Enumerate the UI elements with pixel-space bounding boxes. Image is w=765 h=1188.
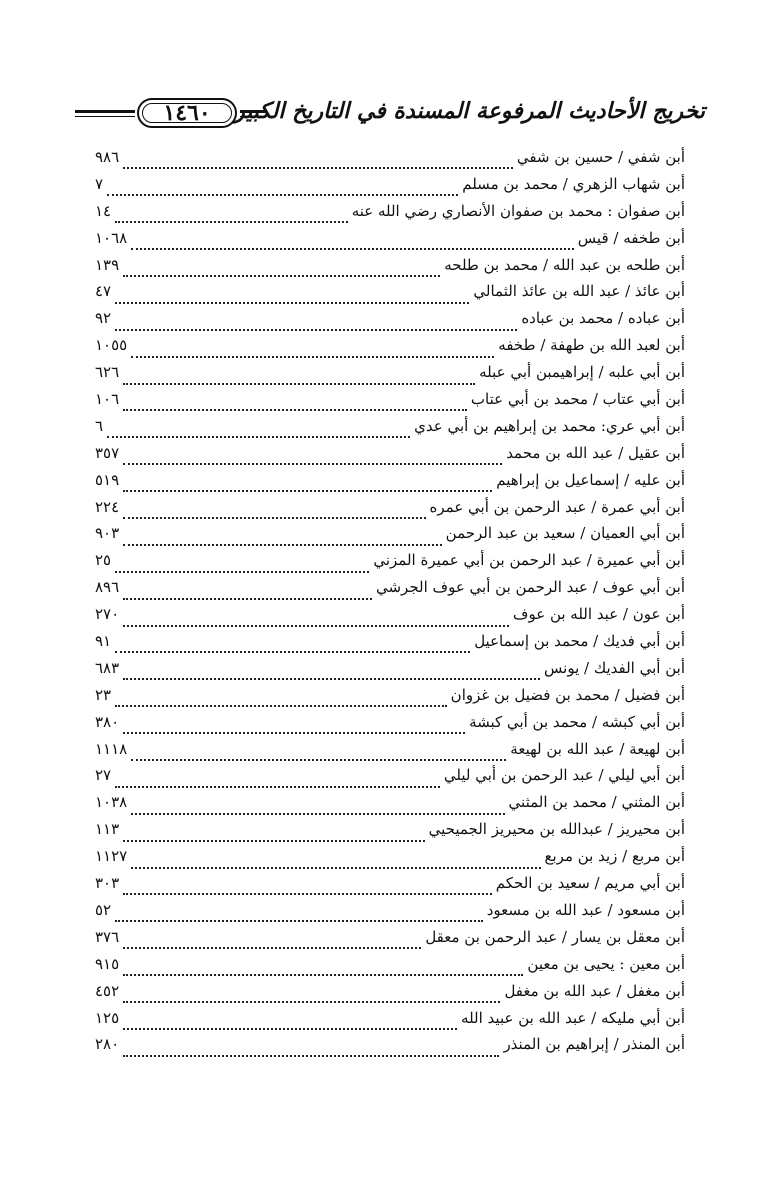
entry-page-number: ١٠٣٨ [95,793,128,812]
entry-page-number: ٤٧ [95,282,112,301]
entry-page-number: ٩٨٦ [95,148,120,166]
leader-dots [123,511,425,519]
entry-page-number: ٨٩٦ [95,578,120,597]
leader-dots [123,968,523,976]
leader-dots [115,215,348,223]
entry-page-number: ٦٨٣ [95,658,120,677]
leader-dots [131,807,504,815]
entry-name: أبن أبي عتاب / محمد بن أبي عتاب [470,390,685,409]
entry-name: أبن مربع / زيد بن مربع [544,847,685,866]
leader-dots [123,834,424,842]
entry-name: أبن مغفل / عبد الله بن مغفل [504,981,685,1000]
entry-page-number: ٩١٥ [95,954,120,973]
header-rule [75,116,135,117]
entry-page-number: ١٠٦٨ [95,228,128,247]
leader-dots [115,914,483,922]
leader-dots [107,188,458,196]
leader-dots [131,753,506,761]
index-entry [95,148,685,175]
entry-page-number: ٩٠٣ [95,524,120,543]
entry-name: أبن أبي فديك / محمد بن إسماعيل [474,632,685,651]
entry-name: أبن أبي الفديك / يونس [544,658,685,677]
entry-page-number: ٢٥ [95,551,112,570]
entry-name: أبن محيريز / عبدالله بن محيريز الجميحيي [428,820,685,839]
index-entry [95,847,685,874]
entry-page-number: ٢٢٤ [95,497,120,516]
leader-dots [123,887,492,895]
index-entry [95,874,685,901]
entry-name: أبن فضيل / محمد بن فضيل بن غزوان [450,685,685,704]
index-entry [95,578,685,605]
header-rule [240,110,265,113]
entry-page-number: ١٣٩ [95,255,120,274]
leader-dots [123,538,442,546]
entry-name: أبن أبي عري: محمد بن إبراهيم بن أبي عدي [414,416,685,435]
entry-name: أبن شفي / حسين بن شفي [516,148,685,166]
leader-dots [123,1022,457,1030]
leader-dots [131,242,574,250]
index-entry [95,793,685,820]
leader-dots [107,430,410,438]
index-entry [95,820,685,847]
leader-dots [123,377,475,385]
entry-page-number: ٧ [95,174,104,193]
entry-name: أبن عائذ / عبد الله بن عائذ الثمالي [473,282,685,301]
entry-name: أبن أبي عمرة / عبد الرحمن بن أبي عمره [429,497,685,516]
entry-page-number: ٥٢ [95,900,112,919]
index-entry [95,686,685,713]
entry-name: أبن طلحه بن عبد الله / محمد بن طلحه [444,255,685,274]
index-entry [95,740,685,767]
entry-name: أبن شهاب الزهري / محمد بن مسلم [462,174,685,193]
entry-name: أبن أبي العميان / سعيد بن عبد الرحمن [445,524,685,543]
leader-dots [115,323,517,331]
leader-dots [123,457,502,465]
entry-name: أبن عون / عبد الله بن عوف [512,605,685,624]
entry-name: أبن عقيل / عبد الله بن محمد [506,443,685,462]
entry-name: أبن لهيعة / عبد الله بن لهيعة [510,739,685,758]
index-entry [95,659,685,686]
entry-page-number: ٩٢ [95,309,112,328]
entry-name: أبن أبي ليلي / عبد الرحمن بن أبي ليلي [443,766,685,785]
index-entry [95,766,685,793]
index-entry [95,417,685,444]
entry-page-number: ١١٣ [95,820,120,839]
leader-dots [123,592,372,600]
entry-page-number: ٦٢٦ [95,363,120,382]
leader-dots [115,645,470,653]
index-entry [95,1035,685,1062]
entry-name: أبن عليه / إسماعيل بن إبراهيم [496,470,685,489]
index-entry [95,229,685,256]
leader-dots [115,780,440,788]
leader-dots [123,995,500,1003]
leader-dots [123,161,513,169]
index-entry [95,256,685,283]
entry-name: أبن عباده / محمد بن عباده [521,309,685,328]
index-entry [95,390,685,417]
header-rule [75,110,135,113]
leader-dots [123,672,540,680]
entry-page-number: ١١٢٧ [95,847,128,866]
index-entry [95,551,685,578]
entry-page-number: ٣٥٧ [95,443,120,462]
index-entry [95,444,685,471]
entry-page-number: ١٢٥ [95,1008,120,1027]
index-entry [95,605,685,632]
entry-page-number: ١٠٥٥ [95,336,128,355]
entry-page-number: ٣٠٣ [95,874,120,893]
index-entry [95,202,685,229]
index-entry [95,336,685,363]
entry-page-number: ٥١٩ [95,470,120,489]
entry-page-number: ٢٧٠ [95,605,120,624]
book-title: تخريج الأحاديث المرفوعة المسندة في التاريخ الكبير [234,98,705,124]
index-entry [95,982,685,1009]
index-entry [95,282,685,309]
entry-name: أبن طخفه / قيس [577,228,685,247]
entry-page-number: ١١١٨ [95,739,128,758]
leader-dots [123,484,492,492]
index-entry [95,1009,685,1036]
entry-name: أبن معين : يحيى بن معين [527,954,685,973]
index-entry [95,363,685,390]
entry-name: أبن لعبد الله بن طهفة / طخفه [498,336,685,355]
entry-name: أبن مسعود / عبد الله بن مسعود [486,900,685,919]
entry-name: أبن أبي مريم / سعيد بن الحكم [495,874,685,893]
entry-page-number: ٣٨٠ [95,712,120,731]
entry-name: أبن أبي عوف / عبد الرحمن بن أبي عوف الجرشي [375,578,685,597]
running-header [75,96,705,136]
entry-page-number: ٢٣ [95,685,112,704]
entry-page-number: ٢٨٠ [95,1035,120,1054]
leader-dots [131,350,494,358]
index-list [95,148,685,1062]
index-entry [95,524,685,551]
index-entry [95,901,685,928]
entry-page-number: ١٠٦ [95,390,120,409]
entry-name: أبن المثني / محمد بن المثني [508,793,685,812]
leader-dots [115,296,469,304]
entry-page-number: ٦ [95,416,104,435]
leader-dots [131,861,540,869]
header-rule [240,116,265,117]
index-entry [95,713,685,740]
index-entry [95,309,685,336]
leader-dots [123,941,421,949]
entry-name: أبن المنذر / إبراهيم بن المنذر [503,1035,685,1054]
index-entry [95,632,685,659]
entry-name: أبن أبي مليكه / عبد الله بن عبيد الله [461,1008,685,1027]
leader-dots [123,1049,499,1057]
leader-dots [123,403,467,411]
entry-name: أبن أبي كبشه / محمد بن أبي كبشة [469,712,685,731]
entry-name: أبن أبي علبه / إبراهيمبن أبي عبله [479,363,685,382]
entry-name: أبن صفوان : محمد بن صفوان الأنصاري رضي الله عنه [351,201,685,220]
entry-page-number: ٩١ [95,632,112,651]
entry-page-number: ١٤ [95,201,112,220]
index-entry [95,955,685,982]
leader-dots [115,699,447,707]
leader-dots [115,565,369,573]
leader-dots [123,726,465,734]
page-number-badge [137,98,237,128]
index-entry [95,175,685,202]
entry-name: أبن معقل بن يسار / عبد الرحمن بن معقل [425,927,685,946]
index-entry [95,498,685,525]
leader-dots [123,269,440,277]
index-entry [95,928,685,955]
entry-page-number: ٤٥٢ [95,981,120,1000]
index-entry [95,471,685,498]
leader-dots [123,619,509,627]
page-number: ١٤٦٠ [163,100,211,126]
entry-page-number: ٢٧ [95,766,112,785]
entry-name: أبن أبي عميرة / عبد الرحمن بن أبي عميرة المزني [373,551,685,570]
entry-page-number: ٣٧٦ [95,927,120,946]
